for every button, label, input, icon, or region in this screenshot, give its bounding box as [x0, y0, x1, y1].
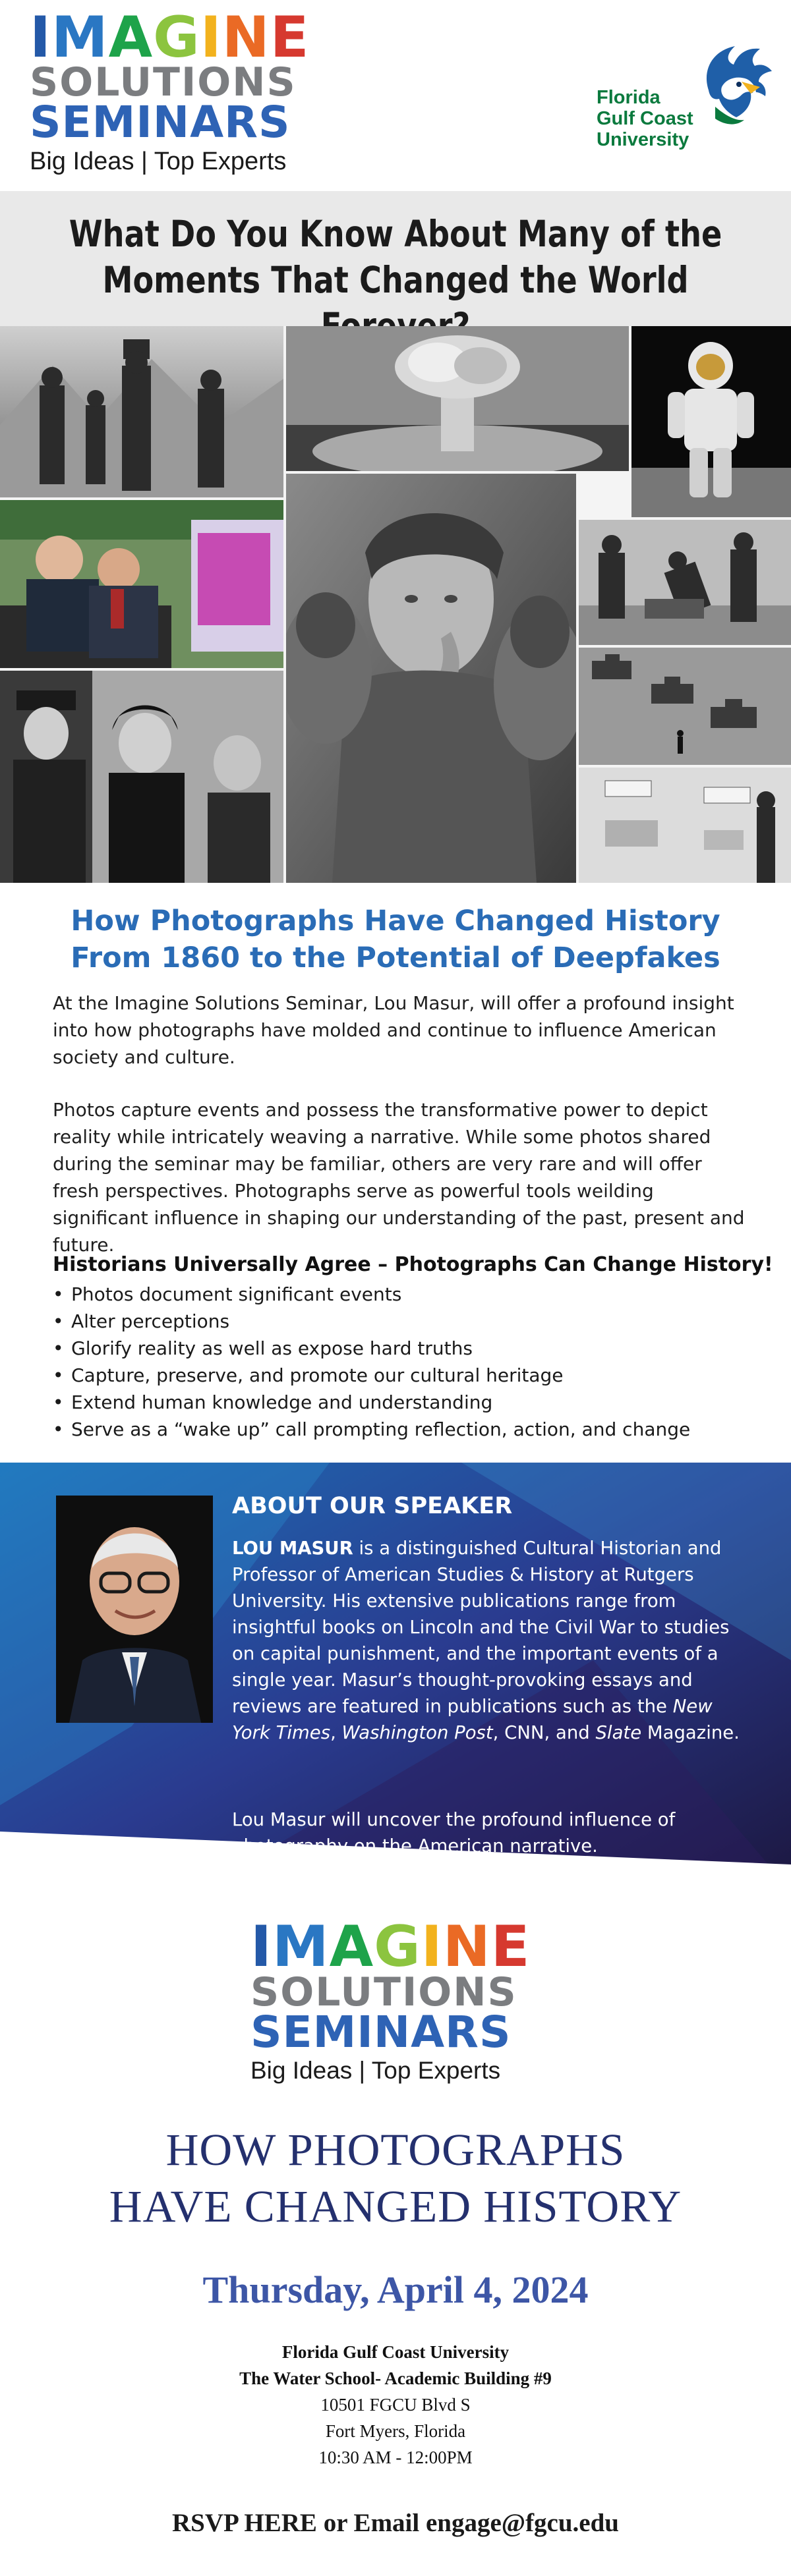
- speaker-section: [0, 1463, 791, 1891]
- logo-seminars-word: SEMINARS: [250, 2007, 512, 2058]
- migrant-mother-photo: [286, 474, 576, 883]
- fgcu-wordmark: [597, 87, 693, 150]
- publication-nyt: New York Times: [232, 1696, 713, 1743]
- logo-imagine-word: [30, 5, 313, 70]
- tank-man-photo: [579, 648, 791, 765]
- logo-letter: A: [108, 5, 154, 70]
- speaker-bio: LOU MASUR is a distinguished Cultural Historian and Professor of American Studies & History at Rutgers University. His extensive publications range from insightful books on Lincoln and the Civil War to studies on capital punishment, and the important events of a single year. Masur’s thought-provoking essays and reviews are featured in publications such as the New York Times, Washington Post, CNN, and Slate Magazine.: [232, 1538, 740, 1743]
- logo-tagline: Big Ideas | Top Experts: [250, 2057, 501, 2084]
- article-section: [0, 883, 791, 1463]
- logo-solutions-word: SOLUTIONS: [250, 1969, 517, 2015]
- logo-tagline: Big Ideas | Top Experts: [30, 148, 287, 175]
- list-item: • Glorify reality as well as expose hard truths: [53, 1335, 690, 1362]
- civil-war-photo: [0, 326, 283, 497]
- headline-line2: Moments That Changed the World: [102, 259, 689, 301]
- civil-rights-photo: [579, 520, 791, 645]
- bullet-icon: •: [53, 1337, 64, 1359]
- speaker-name: LOU MASUR: [232, 1538, 353, 1559]
- fgcu-line1: Florida: [597, 87, 660, 108]
- fgcu-logo: [597, 41, 775, 159]
- logo-letter: E: [270, 5, 310, 70]
- logo-letter: N: [221, 5, 270, 70]
- rsvp-link[interactable]: RSVP HERE or Email engage@fgcu.edu: [171, 2509, 619, 2537]
- list-item: • Alter perceptions: [53, 1308, 690, 1335]
- moon-landing-photo: [631, 326, 791, 517]
- bullet-list: [53, 1281, 690, 1443]
- bullet-icon: •: [53, 1391, 64, 1413]
- event-section: [0, 1891, 791, 2576]
- venue-details: [0, 2339, 791, 2471]
- list-item: • Serve as a “wake up” call prompting reflection, action, and change: [53, 1416, 690, 1443]
- fgcu-line3: University: [597, 129, 689, 150]
- article-heading: [0, 903, 791, 976]
- intro-paragraph: At the Imagine Solutions Seminar, Lou Masur, will offer a profound insight into how photographs have molded and continue to influence American society and culture.: [53, 992, 734, 1068]
- list-item: • Capture, preserve, and promote our cultural heritage: [53, 1362, 690, 1389]
- logo-letter: M: [51, 5, 109, 70]
- venue-name: Florida Gulf Coast University: [281, 2342, 510, 2362]
- header: [0, 0, 791, 191]
- venue-building: The Water School- Academic Building #9: [239, 2368, 552, 2388]
- publication-slate: Slate: [595, 1722, 642, 1743]
- mushroom-cloud-photo: [286, 326, 629, 471]
- imagine-solutions-logo-footer: [250, 1914, 554, 2085]
- logo-letter: G: [374, 1914, 421, 1980]
- venue-street: 10501 FGCU Blvd S: [320, 2395, 471, 2415]
- list-item: • Photos document significant events: [53, 1281, 690, 1308]
- photos-paragraph: Photos capture events and possess the transformative power to depict reality while intricately weaving a narrative. While some photos shared during the seminar may be familiar, others are very rare and will offer fresh perspectives. Photographs serve as powerful tools weilding significant influence in shaping our understanding of the past, present and future.: [53, 1099, 745, 1256]
- historic-photo-collage: [0, 326, 791, 883]
- fgcu-line2: Gulf Coast: [597, 108, 693, 129]
- speaker-portrait: [56, 1496, 213, 1723]
- speaker-closing: Lou Masur will uncover the profound influence of photography on the American narrative.: [232, 1809, 676, 1857]
- event-title-line1: HOW PHOTOGRAPHS: [165, 2125, 626, 2175]
- eagle-icon: [695, 41, 775, 133]
- headline-line1: What Do You Know About Many of the: [69, 213, 722, 255]
- event-title-line2: HAVE CHANGED HISTORY: [109, 2181, 682, 2231]
- event-time: 10:30 AM - 12:00PM: [318, 2448, 473, 2467]
- question-banner: [0, 191, 791, 326]
- logo-letter: G: [153, 5, 200, 70]
- logo-letter: I: [200, 5, 222, 70]
- logo-letter: E: [490, 1914, 531, 1980]
- funeral-salute-photo: [0, 671, 283, 883]
- logo-letter: I: [421, 1914, 443, 1980]
- list-item: • Extend human knowledge and understanding: [53, 1389, 690, 1416]
- speaker-heading: ABOUT OUR SPEAKER: [232, 1493, 513, 1519]
- classroom-photo: [0, 500, 283, 668]
- logo-letter: N: [442, 1914, 491, 1980]
- historians-subheading: Historians Universally Agree – Photographs Can Change History!: [53, 1253, 773, 1276]
- logo-seminars-word: SEMINARS: [30, 97, 291, 148]
- venue-city: Fort Myers, Florida: [325, 2421, 466, 2441]
- logo-solutions-word: SOLUTIONS: [30, 59, 297, 105]
- bullet-icon: •: [53, 1418, 64, 1440]
- logo-letter: I: [30, 5, 51, 70]
- bullet-icon: •: [53, 1283, 64, 1305]
- logo-imagine-word: [250, 1914, 554, 1980]
- logo-letter: M: [272, 1914, 330, 1980]
- logo-letter: A: [329, 1914, 374, 1980]
- segregated-fountain-photo: [579, 768, 791, 883]
- article-heading-line2: From 1860 to the Potential of Deepfakes: [71, 941, 720, 974]
- bullet-icon: •: [53, 1310, 64, 1332]
- imagine-solutions-logo: [30, 5, 313, 177]
- logo-letter: I: [250, 1914, 272, 1980]
- article-heading-line1: How Photographs Have Changed History: [71, 905, 720, 938]
- event-title: [0, 2121, 791, 2235]
- event-date: Thursday, April 4, 2024: [202, 2268, 589, 2311]
- publication-wapo: Washington Post: [341, 1722, 493, 1743]
- bullet-icon: •: [53, 1364, 64, 1386]
